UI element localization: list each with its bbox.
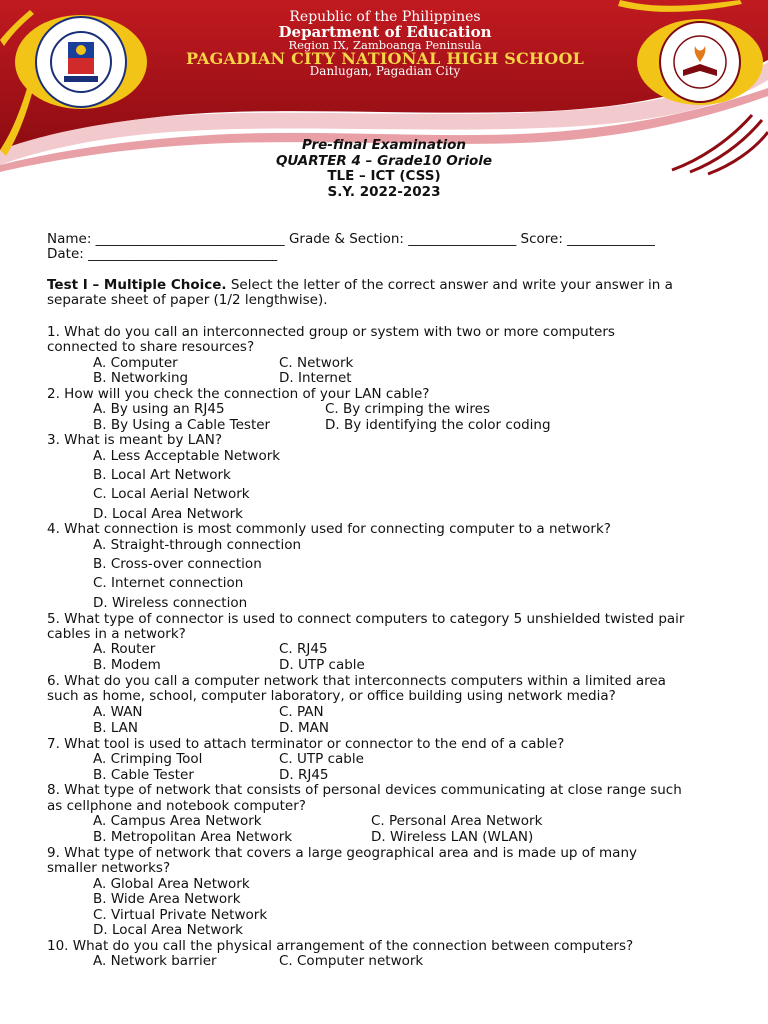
question-2-stem: 2. How will you check the connection of your LAN cable?	[47, 386, 430, 402]
exam-subject: TLE – ICT (CSS)	[327, 168, 441, 184]
q1-option-d: D. Internet	[279, 370, 352, 386]
q4-option-c: C. Internet connection	[93, 575, 244, 591]
question-10-stem: 10. What do you call the physical arrangement of the connection between computers?	[47, 938, 634, 954]
q3-option-a: A. Less Acceptable Network	[93, 448, 281, 464]
q4-option-a: A. Straight-through connection	[93, 537, 302, 553]
q8-option-b: B. Metropolitan Area Network	[93, 829, 293, 845]
q10-option-a: A. Network barrier	[93, 953, 217, 969]
test-instruction-cont: separate sheet of paper (1/2 lengthwise).	[47, 292, 328, 308]
q6-option-b: B. LAN	[93, 720, 139, 736]
exam-school-year: S.Y. 2022-2023	[327, 184, 441, 200]
question-6-stem: 6. What do you call a computer network that interconnects computers within a limited area	[47, 673, 666, 689]
question-6-stem-cont: such as home, school, computer laboratory, or office building using network media?	[47, 688, 616, 704]
q8-option-a: A. Campus Area Network	[93, 813, 262, 829]
q5-option-a: A. Router	[93, 641, 156, 657]
q8-option-c: C. Personal Area Network	[371, 813, 543, 829]
q6-option-c: C. PAN	[279, 704, 324, 720]
test-instruction-text: Select the letter of the correct answer and write your answer in a	[226, 277, 673, 293]
school-seal-icon	[635, 18, 765, 106]
q9-option-b: B. Wide Area Network	[93, 891, 241, 907]
q6-option-a: A. WAN	[93, 704, 143, 720]
header-location: Danlugan, Pagadian City	[309, 64, 461, 78]
question-3-stem: 3. What is meant by LAN?	[47, 432, 223, 448]
header-republic: Republic of the Philippines	[289, 9, 481, 25]
q3-option-b: B. Local Art Network	[93, 467, 231, 483]
q2-option-c: C. By crimping the wires	[325, 401, 490, 417]
question-1-stem-cont: connected to share resources?	[47, 339, 255, 355]
q1-option-a: A. Computer	[93, 355, 178, 371]
q5-option-b: B. Modem	[93, 657, 161, 673]
q2-option-d: D. By identifying the color coding	[325, 417, 551, 433]
test-instruction	[47, 277, 673, 293]
header-school-name: PAGADIAN CITY NATIONAL HIGH SCHOOL	[185, 49, 585, 68]
deped-seal-icon	[12, 12, 150, 112]
q7-option-b: B. Cable Tester	[93, 767, 194, 783]
q9-option-a: A. Global Area Network	[93, 876, 250, 892]
question-8-stem-cont: as cellphone and notebook computer?	[47, 798, 306, 814]
q7-option-a: A. Crimping Tool	[93, 751, 203, 767]
exam-quarter: QUARTER 4 – Grade10 Oriole	[275, 153, 493, 169]
q4-option-b: B. Cross-over connection	[93, 556, 262, 572]
q3-option-d: D. Local Area Network	[93, 506, 243, 522]
q1-option-b: B. Networking	[93, 370, 189, 386]
q4-option-d: D. Wireless connection	[93, 595, 248, 611]
q5-option-d: D. UTP cable	[279, 657, 365, 673]
question-9-stem: 9. What type of network that covers a large geographical area and is made up of many	[47, 845, 638, 861]
q3-option-c: C. Local Aerial Network	[93, 486, 250, 502]
q8-option-d: D. Wireless LAN (WLAN)	[371, 829, 534, 845]
test-heading: Test I – Multiple Choice.	[47, 277, 227, 293]
q9-option-c: C. Virtual Private Network	[93, 907, 268, 923]
header-region: Region IX, Zamboanga Peninsula	[288, 38, 482, 52]
question-9-stem-cont: smaller networks?	[47, 860, 171, 876]
question-1-stem: 1. What do you call an interconnected group or system with two or more computers	[47, 324, 615, 340]
question-8-stem: 8. What type of network that consists of personal devices communicating at close range such	[47, 782, 682, 798]
question-4-stem: 4. What connection is most commonly used for connecting computer to a network?	[47, 521, 611, 537]
q6-option-d: D. MAN	[279, 720, 329, 736]
q1-option-c: C. Network	[279, 355, 354, 371]
date-line: Date: ____________________________	[47, 246, 278, 262]
q2-option-a: A. By using an RJ45	[93, 401, 225, 417]
q10-option-c: C. Computer network	[279, 953, 424, 969]
exam-title: Pre-final Examination	[302, 137, 466, 153]
question-5-stem: 5. What type of connector is used to connect computers to category 5 unshielded twisted pair	[47, 611, 685, 627]
q2-option-b: B. By Using a Cable Tester	[93, 417, 271, 433]
q7-option-d: D. RJ45	[279, 767, 329, 783]
name-grade-score-line: Name: ____________________________ Grade & Section: ________________ Score: _____________	[47, 231, 655, 247]
question-7-stem: 7. What tool is used to attach terminator or connector to the end of a cable?	[47, 736, 565, 752]
q5-option-c: C. RJ45	[279, 641, 328, 657]
q9-option-d: D. Local Area Network	[93, 922, 243, 938]
q7-option-c: C. UTP cable	[279, 751, 364, 767]
header-department: Department of Education	[278, 23, 492, 41]
question-5-stem-cont: cables in a network?	[47, 626, 186, 642]
